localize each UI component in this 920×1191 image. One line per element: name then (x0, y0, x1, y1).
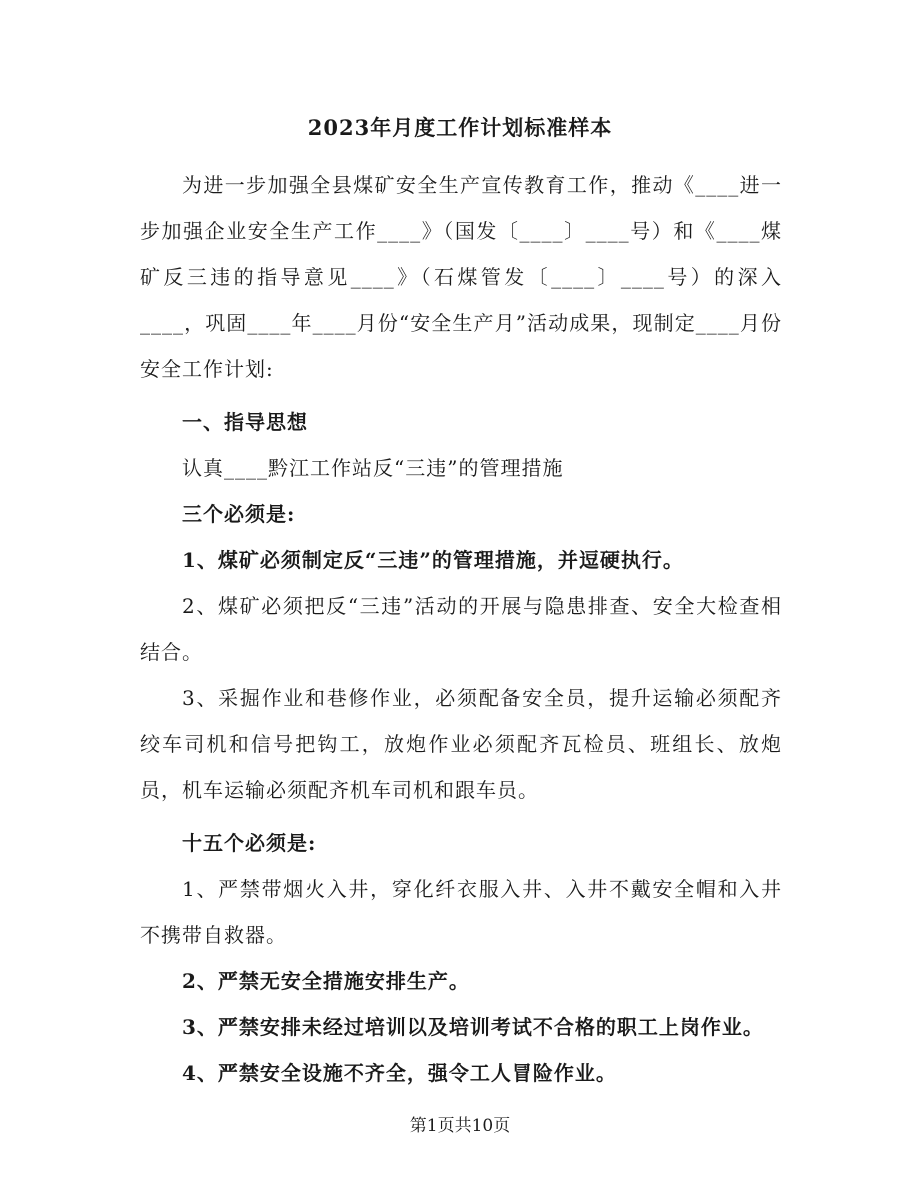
list-item-must-1: 1、煤矿必须制定反“三违”的管理措施，并逗硬执行。 (182, 548, 684, 572)
heading-three-musts: 三个必须是: (182, 502, 296, 526)
section-heading-guiding-thought: 一、指导思想 (182, 410, 308, 434)
page-number-footer: 第1页共10页 (409, 1116, 511, 1136)
list-item-must-3: 3、采掘作业和巷修作业，必须配备安全员，提升运输必须配齐绞车司机和信号把钩工，放炮作业必须配齐瓦检员、班组长、放炮员，机车运输必须配齐机车司机和跟车员。 (140, 686, 782, 802)
list-item-prohibit-1: 1、严禁带烟火入井，穿化纤衣服入井、入井不戴安全帽和入井不携带自救器。 (140, 877, 782, 947)
paragraph-guiding-text: 认真____黔江工作站反“三违”的管理措施 (182, 456, 564, 480)
document-body (140, 162, 782, 1096)
document-title: 2023年月度工作计划标准样本 (307, 115, 613, 140)
list-item-prohibit-2: 2、严禁无安全措施安排生产。 (182, 969, 470, 993)
list-item-prohibit-4: 4、严禁安全设施不齐全，强令工人冒险作业。 (182, 1061, 617, 1085)
heading-fifteen-musts: 十五个必须是: (182, 831, 317, 855)
list-item-must-2: 2、煤矿必须把反“三违”活动的开展与隐患排查、安全大检查相结合。 (140, 594, 782, 664)
list-item-prohibit-3: 3、严禁安排未经过培训以及培训考试不合格的职工上岗作业。 (182, 1015, 764, 1039)
intro-paragraph: 为进一步加强全县煤矿安全生产宣传教育工作，推动《____进一步加强企业安全生产工作____》（国发〔____〕____号）和《____煤矿反三违的指导意见____》（石煤管发〔____〕____号）的深入____，巩固____年____月份“安全生产月”活动成果，现制定____月份安全工作计划: (140, 173, 782, 381)
